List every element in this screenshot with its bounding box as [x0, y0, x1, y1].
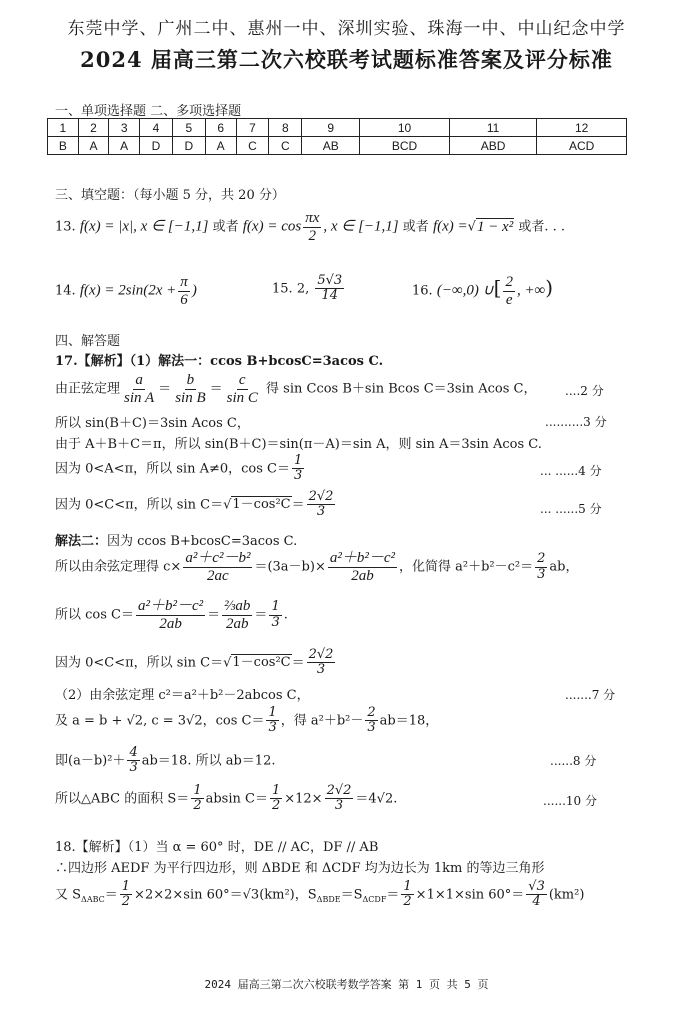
q17-part-2-line-2: 及 a = b + √2, c = 3√2，cos C＝ $\frac{1}{3}$ ，得 a²＋b²－ $\frac{2}{3}$ ab＝18， — [55, 705, 439, 736]
question-13: 13. f(x) = |x|, x ∈ [−1,1] 或者 f(x) = cos $\frac{\pi x}{2}$ , x ∈ [−1,1] 或者 f(x) =√1 − x² 或者. . . — [55, 210, 566, 244]
q13-formula-2-right: , x ∈ [−1,1] — [323, 218, 399, 235]
q17-method-2-line-3: 因为 0<C<π，所以 sin C＝√1－cos²C＝ $\frac{2√2}{3}$ — [55, 647, 334, 678]
answer-cell: D — [140, 137, 173, 155]
q17-score-5: ... ......5 分 — [540, 502, 602, 516]
q18-line-2: ∴四边形 AEDF 为平行四边形，则 ΔBDE 和 ΔCDF 均为边长为 1km 的等边三角形 — [55, 861, 545, 876]
q13-or-2: 或者 — [402, 219, 429, 235]
question-14 — [55, 274, 197, 308]
answer-cell: AB — [302, 137, 360, 155]
q14-formula-left: f(x) = 2sin(2x + — [79, 282, 177, 299]
q17-heading: 17.【解析】（1）解法一：ccos B+bcosC=3acos C. — [55, 354, 384, 369]
q17-score-10: ......10 分 — [543, 794, 597, 808]
q13-or-1: 或者 — [212, 219, 239, 235]
section-fill-title: 三、填空题：（每小题 5 分，共 20 分） — [55, 188, 285, 203]
answer-cell: A — [205, 137, 236, 155]
q16-formula-right: , +∞ — [516, 282, 546, 299]
q17-part-2-line-3: 即(a－b)²＋ $\frac{4}{3}$ ab＝18. 所以 ab＝12. — [55, 745, 276, 776]
q14-formula-right: ) — [191, 282, 197, 299]
q17-method-2-line-2: 所以 cos C＝ $\frac{\text{a²＋b²－c²}}{2ab}$ ＝ $\frac{\text{⅔ab}}{2ab}$ ＝ $\frac{1}{3}$ . — [55, 598, 288, 632]
q17-score-4: ... ......4 分 — [540, 464, 602, 478]
q16-formula-left: (−∞,0) ∪ — [436, 282, 494, 299]
q17-line-4: 因为 0<A<π，所以 sin A≠0，cos C＝ $\frac{1}{3}$ — [55, 453, 303, 484]
question-number-cell: 5 — [172, 119, 205, 137]
answer-cell: B — [48, 137, 79, 155]
answer-cell: BCD — [360, 137, 450, 155]
q14-fraction: $\frac{\pi}{6}$ — [180, 274, 188, 308]
document-title: 2024 届高三第二次六校联考试题标准答案及评分标准 — [80, 47, 613, 72]
q13-formula-1: f(x) = |x|, x ∈ [−1,1] — [79, 218, 209, 235]
question-15 — [272, 274, 346, 304]
answer-cell: ACD — [537, 137, 627, 155]
question-number-cell: 4 — [140, 119, 173, 137]
q17-line-2: 所以 sin(B＋C)＝3sin Acos C， — [55, 416, 250, 431]
q17-score-3: ..........3 分 — [545, 415, 607, 429]
q15-label: 15. — [272, 281, 293, 297]
q18-heading: 18.【解析】（1）当 α = 60° 时，DE // AC，DF // AB — [55, 840, 379, 855]
q16-fraction: $\frac{2}{e}$ — [505, 274, 513, 308]
q13-formula-3: f(x) = — [432, 218, 468, 235]
answer-table-number-row — [48, 119, 627, 137]
q17-line-5: 因为 0<C<π，所以 sin C＝√1－cos²C＝ $\frac{2√2}{3}$ — [55, 489, 334, 520]
q17-part-2-line-4: 所以△ABC 的面积 S＝ $\frac{1}{2}$ absin C＝ $\frac{1}{2}$ ×12× $\frac{2√2}{3}$ ＝4√2. — [55, 783, 398, 814]
question-number-cell: 11 — [449, 119, 536, 137]
q13-fraction: $\frac{\pi x}{2}$ — [305, 210, 320, 244]
answer-cell: ABD — [449, 137, 536, 155]
question-number-cell: 10 — [360, 119, 450, 137]
answer-cell: A — [109, 137, 140, 155]
q17-score-8: ......8 分 — [550, 754, 597, 768]
section-solve-title: 四、解答题 — [55, 334, 121, 349]
page-footer: 2024 届高三第二次六校联考数学答案 第 1 页 共 5 页 — [204, 978, 489, 991]
answer-cell: C — [236, 137, 269, 155]
answer-table — [47, 118, 627, 155]
answer-cell: A — [78, 137, 109, 155]
q18-line-3: 又 $S_{\Delta ABC}=$ $\frac{1}{2}$ ×2×2×sin 60°＝√3(km²)，$S_{\Delta BDE}=S_{\Delta CDF}=$ $\frac{1}{2}$ ×1×1×sin 60°＝ $\frac{√3}{4}$ (km²) — [55, 879, 585, 910]
school-list: 东莞中学、广州二中、惠州一中、深圳实验、珠海一中、中山纪念中学 — [67, 19, 626, 39]
q17-line-3: 由于 A＋B＋C＝π，所以 sin(B＋C)＝sin(π－A)＝sin A，则 sin A＝3sin Acos C. — [55, 437, 542, 452]
q17-method-2-line-1: 所以由余弦定理得 c× $\frac{\text{a²＋c²－b²}}{2ac}$ ＝(3a－b)× $\frac{\text{a²＋b²－c²}}{2ab}$ ，化简得 a²＋b²－c²＝ $\frac{2}{3}$ ab， — [55, 550, 579, 584]
q17-score-7: .......7 分 — [565, 688, 616, 702]
q13-label: 13. — [55, 219, 76, 235]
q14-label: 14. — [55, 283, 76, 299]
q13-formula-2-left: f(x) = cos — [242, 218, 302, 235]
question-number-cell: 7 — [236, 119, 269, 137]
q15-fraction: $\frac{5√3}{14}$ — [317, 273, 343, 304]
answer-table-answer-row — [48, 137, 627, 155]
question-number-cell: 9 — [302, 119, 360, 137]
q15-value-1: 2, — [296, 281, 310, 297]
q17-score-2: ....2 分 — [565, 384, 604, 398]
question-number-cell: 8 — [269, 119, 302, 137]
question-number-cell: 1 — [48, 119, 79, 137]
question-16: 16. (−∞,0) ∪[ $\frac{2}{e}$ , +∞) — [412, 274, 554, 308]
question-number-cell: 12 — [537, 119, 627, 137]
section-choice-title: 一、单项选择题 二、多项选择题 — [55, 104, 242, 119]
q17-part-2-line-1: （2）由余弦定理 c²＝a²＋b²－2abcos C， — [55, 688, 310, 703]
q17-line-1: 由正弦定理 $\frac{a}{\text{sin A}}$ ＝ $\frac{b}{\text{sin B}}$ ＝ $\frac{c}{\text{sin C}}$ 得 sin Ccos B＋sin Bcos C＝3sin Acos C， — [55, 372, 537, 406]
q16-label: 16. — [412, 283, 433, 299]
answer-cell: D — [172, 137, 205, 155]
q13-or-3: 或者. . . — [518, 219, 566, 235]
question-number-cell: 3 — [109, 119, 140, 137]
q17-method-2-heading: 解法二：因为 ccos B+bcosC=3acos C. — [55, 534, 298, 549]
q13-radicand: 1 − x² — [476, 218, 514, 235]
answer-cell: C — [269, 137, 302, 155]
question-number-cell: 6 — [205, 119, 236, 137]
question-number-cell: 2 — [78, 119, 109, 137]
